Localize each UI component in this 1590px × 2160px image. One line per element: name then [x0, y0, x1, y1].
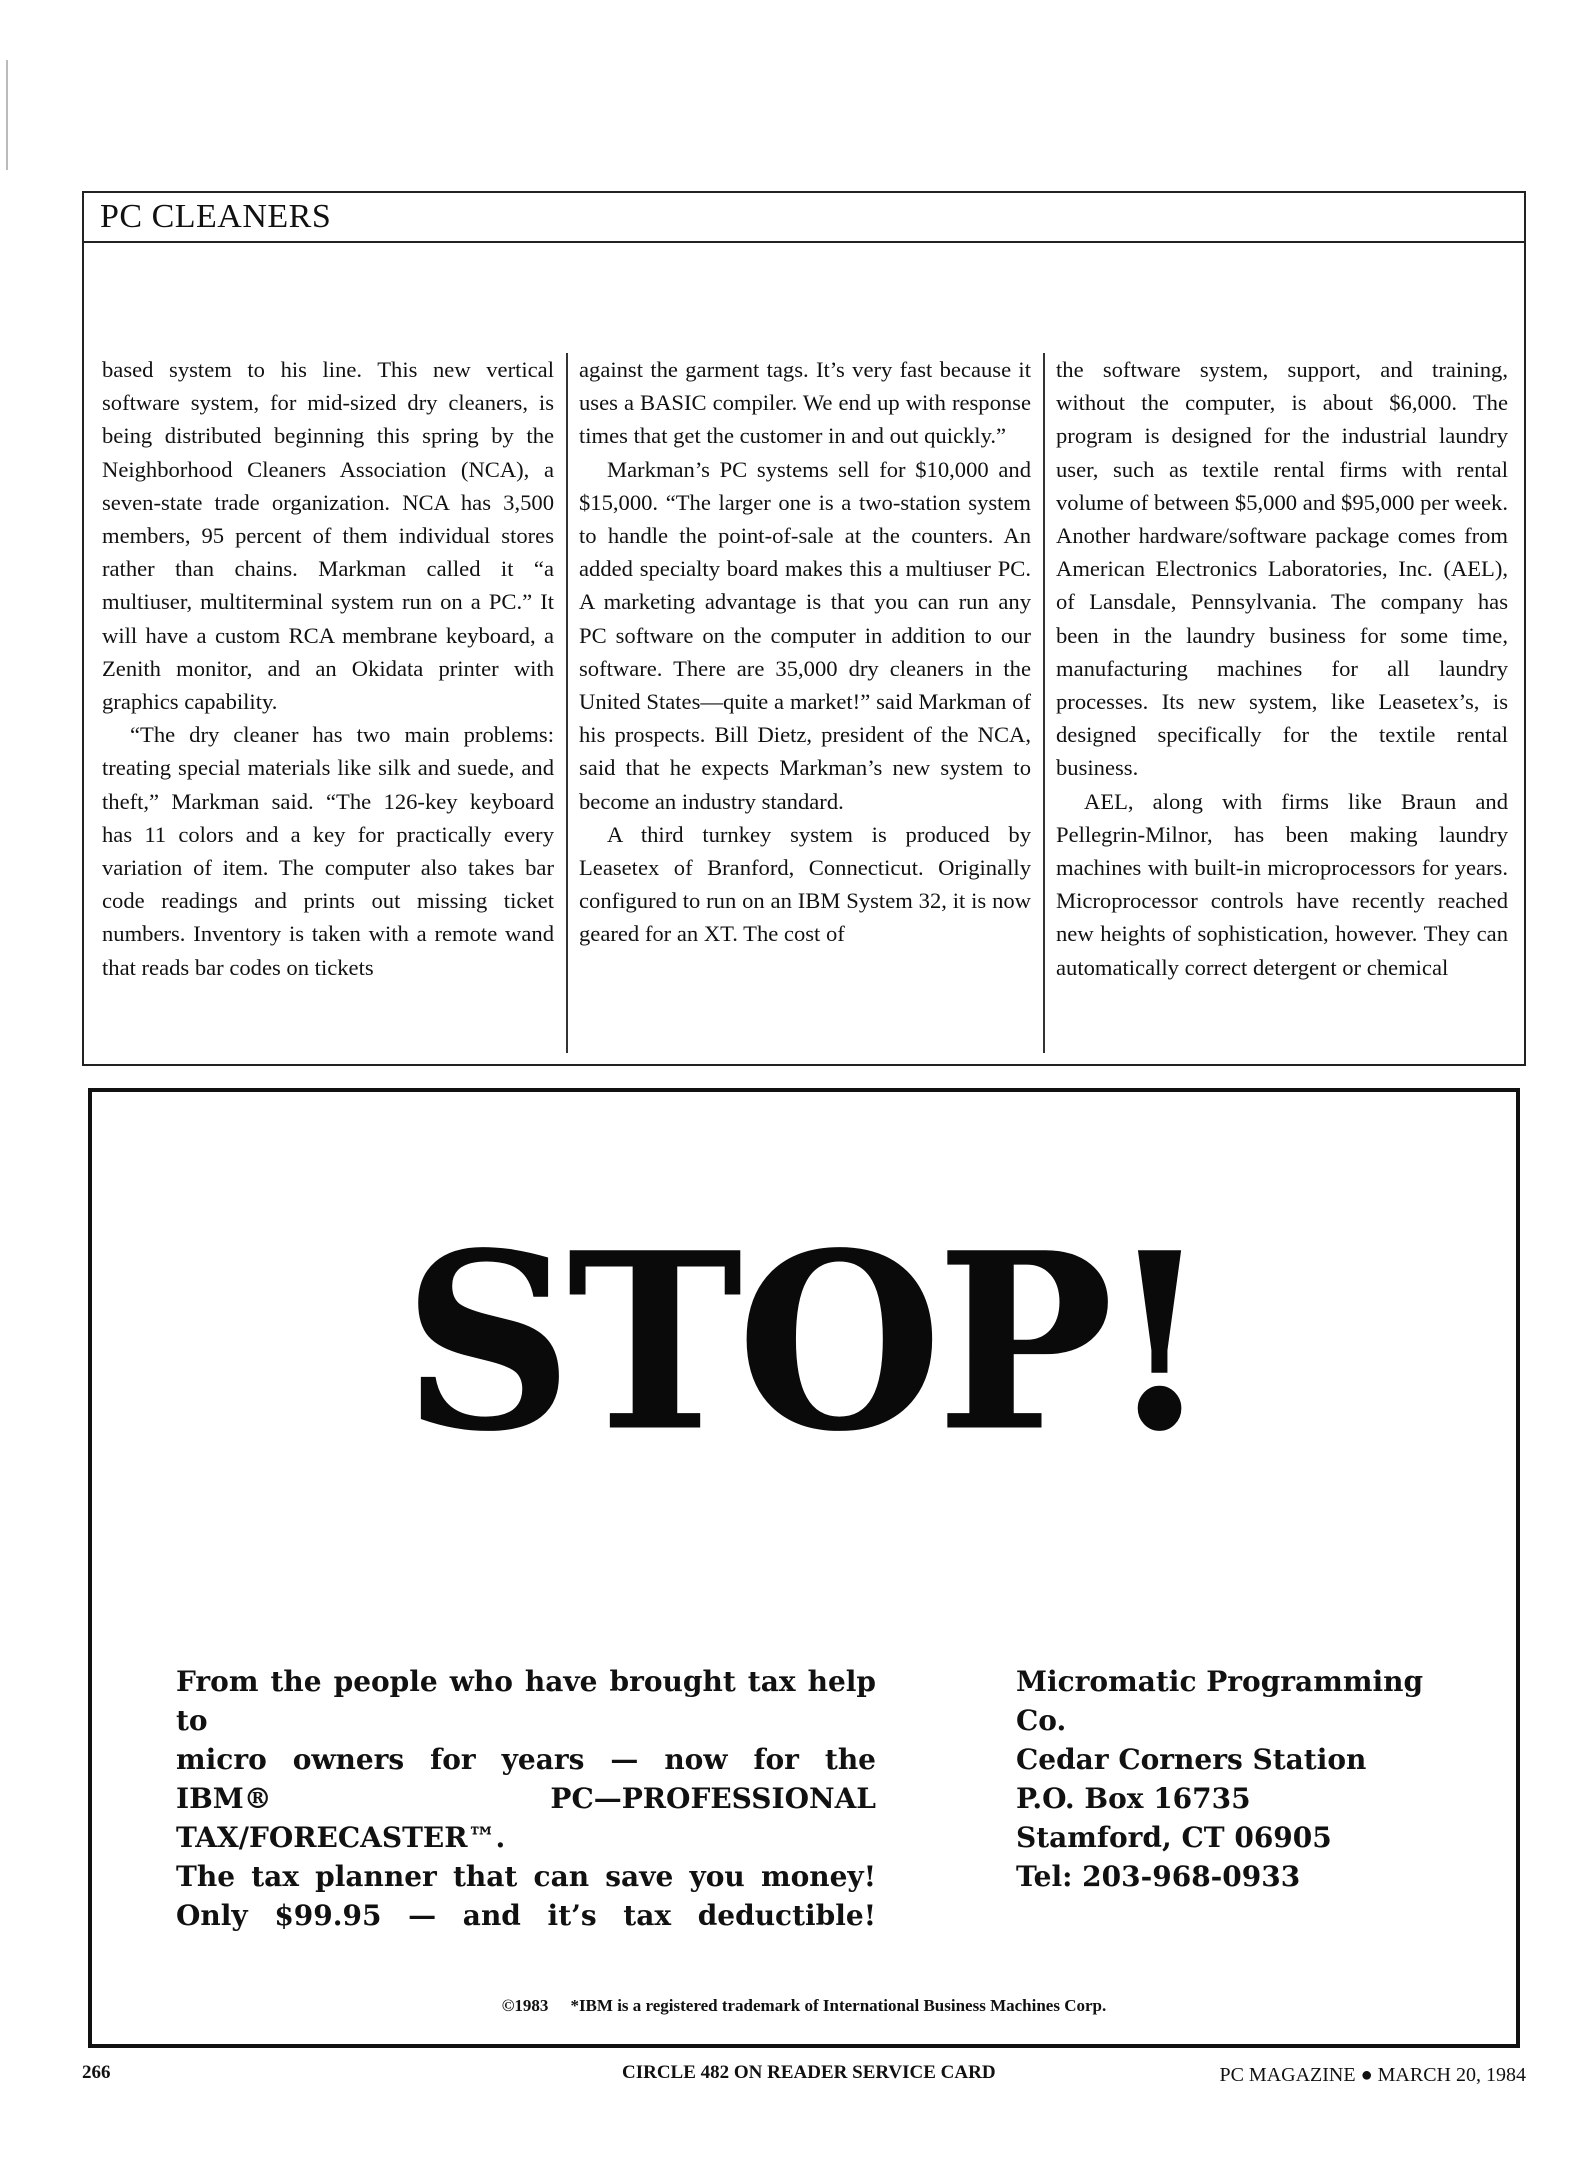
address-line: Cedar Corners Station	[1016, 1743, 1367, 1776]
paragraph: A third turnkey system is produced by Leasetex of Branford, Connecticut. Originally configured to run on an IBM System 32, it is now geared for an XT. The cost of	[579, 821, 1031, 947]
address-line: Micromatic Programming Co.	[1016, 1665, 1424, 1737]
paragraph: AEL, along with firms like Braun and Pellegrin-Milnor, has been making laundry machines with built-in microprocessors for years. Microprocessor controls have recently reached new heights of sophistication, however. They can automatically correct detergent or chemical	[1056, 788, 1508, 980]
promo-line: IBM® PC—PROFESSIONAL TAX/FORECASTER™.	[176, 1782, 876, 1854]
article-frame	[82, 191, 1526, 1066]
paragraph: against the garment tags. It’s very fast because it uses a BASIC compiler. We end up with response times that get the customer in and out quickly.”	[579, 357, 1031, 449]
article-column-1	[102, 353, 554, 1053]
trademark-note: *IBM is a registered trademark of International Business Machines Corp.	[570, 1996, 1107, 2015]
page-number: 266	[82, 2062, 111, 2083]
paragraph: based system to his line. This new vertical software system, for mid-sized dry cleaners, is being distributed beginning this spring by the Neighborhood Cleaners Association (NCA), a seven-state trade organization. NCA has 3,500 members, 95 percent of them individual stores rather than chains. Markman called it “a multiuser, multiterminal system run on a PC.” It will have a custom RCA membrane keyboard, a Zenith monitor, and an Okidata printer with graphics capability.	[102, 357, 554, 715]
promo-line: From the people who have brought tax help to	[176, 1665, 876, 1737]
advertisement	[88, 1088, 1520, 2048]
promo-line: Only $99.95 — and it’s tax deductible!	[176, 1899, 876, 1932]
column-divider	[566, 353, 568, 1053]
magazine-issue: PC MAGAZINE ● MARCH 20, 1984	[1219, 2064, 1526, 2086]
ad-headline: STOP!	[402, 1198, 1206, 1486]
paragraph: the software system, support, and training, without the computer, is about $6,000. The program is designed for the industrial laundry user, such as textile rental firms with rental volume of between $5,000 and $95,000 per week. Another hardware/software package comes from American Electronics Laboratories, Inc. (AEL), of Lansdale, Pennsylvania. The company has been in the laundry business for some time, manufacturing machines for all laundry processes. Its new system, like Leasetex’s, is designed specifically for the textile rental business.	[1056, 357, 1508, 781]
paragraph: “The dry cleaner has two main problems: treating special materials like silk and suede, and theft,” Markman said. “The 126-key keyboard has 11 colors and a key for practically every variation of item. The computer also takes bar code readings and prints out missing ticket numbers. Inventory is taken with a remote wand that reads bar codes on tickets	[102, 722, 554, 980]
article-columns	[102, 353, 1508, 1053]
ad-promo-text	[176, 1662, 876, 1935]
address-line: Stamford, CT 06905	[1016, 1821, 1332, 1854]
column-divider	[1043, 353, 1045, 1053]
scan-edge-mark	[6, 60, 8, 170]
section-title: PC CLEANERS	[84, 193, 1524, 243]
address-line: P.O. Box 16735	[1016, 1782, 1251, 1815]
page-footer	[82, 2062, 1526, 2092]
address-line: Tel: 203-968-0933	[1016, 1860, 1301, 1893]
article-column-3	[1056, 353, 1508, 1053]
paragraph: Markman’s PC systems sell for $10,000 and $15,000. “The larger one is a two-station system to handle the point-of-sale at the counters. An added specialty board makes this a multiuser PC. A marketing advantage is that you can run any PC software on the computer in addition to our software. There are 35,000 dry cleaners in the United States—quite a market!” said Markman of his prospects. Bill Dietz, president of the NCA, said that he expects Markman’s new system to become an industry standard.	[579, 456, 1031, 814]
ad-address	[1016, 1662, 1456, 1896]
ad-footnote	[92, 1996, 1516, 2016]
copyright-notice: ©1983	[501, 1996, 549, 2015]
promo-line: micro owners for years — now for the	[176, 1743, 876, 1776]
article-column-2	[579, 353, 1031, 1053]
reader-service-note: CIRCLE 482 ON READER SERVICE CARD	[622, 2062, 996, 2083]
promo-line: The tax planner that can save you money!	[176, 1860, 876, 1893]
